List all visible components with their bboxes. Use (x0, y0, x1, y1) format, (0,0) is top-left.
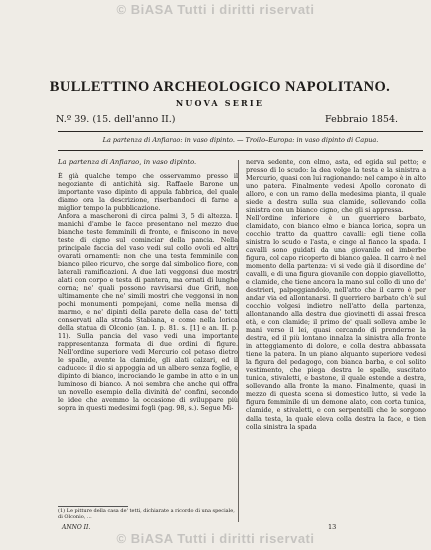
article-heading: La partenza di Anfiarao, in vaso dipinto. (58, 158, 197, 166)
issue-date: Febbraio 1854. (325, 114, 399, 125)
left-paragraph-2: Anfora a mascheroni di circa palmi 3, 5 di altezza. I manichi d'ambe le facce presentano nel mezzo due bianche teste femminili di fronte, e finiscono in neve teste di cigno sul cominciar della pancia. Nella principale faccia del vaso vedi sul collo ovoli ed altri ovarati ornamenti: non che una testa femminile con bianco pileo ricurvo, che sorge dal simbolico fiore, con laterali ramificazioni. A due lati veggonsi due mostri alati con corpo e testa di pantera, ma ornati di lunghe corna; ne' quali possono ravvisarsi due Grifi, non ultimamente che ne' simili mostri che veggonsi in non pochi monumenti pompejani, come nella mensa di marmo, e ne' dipinti della parete della casa de' tetti conservati alla strada Stabiana, e come nella lorica della statua di Olconio (an. I. p. 81. s. [1] e an. II. p. 11). Sulla pancia del vaso vedi una importante rappresentanza formata di due ordini di figure. Nell'ordine superiore vedi Mercurio col petaso dietro le spalle, avente la clamide, gli alati calzari, ed il caduceo: il dio si appoggia ad un albero senza foglie, e dipinto di bianco, incrociando le gambe in atto e in un luminoso di bianco. A noi sembra che anche qui offra un novello esempio della divinità de' confini, secondo le idee che avemmo la occasione di sviluppare più sopra in questi medesimi fogli (pag. 98, s.). Segue Mi- (58, 212, 238, 413)
right-paragraph-1: nerva sedente, con elmo, asta, ed egida sul petto; e presso di lo scudo: la dea volge la testa e la sinistra a Mercurio, quasi con lui ragionando: nel campo è in alto uno patera. Finalmente vedesi Apollo coronato di alloro, e con un ramo della medesima pianta, il quale siede a destra sulla sua clamide, sollevando colla sinistra con un bianco cigno, che gli si appressa. (246, 158, 426, 215)
header-rule-top (58, 131, 423, 132)
left-column (58, 158, 238, 412)
column-divider (238, 160, 239, 522)
journal-title: BULLETTINO ARCHEOLOGICO NAPOLITANO. (49, 79, 391, 95)
journal-subtitle: NUOVA SERIE (175, 98, 265, 108)
left-paragraph-1: È già qualche tempo che osservammo presso il negoziante di antichità sig. Raffaele Barone un importante vaso dipinto di appula fabbrica, del quale diamo ora la descrizione, riserbandoci di farne a miglior tempo la pubblicazione. (58, 172, 238, 213)
page-number: 13 (328, 523, 337, 531)
watermark-bottom: © BiASA Tutti i diritti riservati (116, 531, 315, 546)
watermark-top: © BiASA Tutti i diritti riservati (116, 2, 315, 17)
running-footer: ANNO II. (62, 524, 91, 531)
right-column (246, 158, 426, 431)
footnote-rule (58, 506, 128, 507)
footnote: (1) Le pitture della casa de' tetti, dichiarate a ricordo di una speciale, di Olconio, ... (58, 508, 235, 520)
issue-number: N.º 39. (15. dell'anno II.) (56, 114, 176, 125)
header-rule-bottom (58, 150, 423, 151)
right-paragraph-2: Nell'ordine inferiore è un guerriero barbato, clamidato, con bianco elmo e bianca lorica, sopra un cocchio tratto da quattro cavalli: egli tiene colla sinistra lo scudo e l'asta, e cinge al fianco la spada. I cavalli sono guidati da una giovanile ed imberbe figura, col capo ricoperto di bianco galea. Il carro è nel momento della partenza: vi si vede già il disordine de' cavalli, e di una figura giovanile con doppio giavellotto, e clamide, che tiene ancora la mano sul collo di uno de' destrieri, palpeggiandolo, nell'atto che il carro è per andar via ed allontanarsi. Il guerriero barbato ch'è sul cocchio volgesi indietro nell'atto della partenza, allontanando alla destra due giovinetti di assai fresca età, e con clamide; il primo de' quali solleva ambe le mani verso il lei, quasi cercando di prenderne la destra, ed il più lontano innalza la sinistra alla fronte in atteggiamento di dolore, e colla destra abbassata tiene la patera. In un piano alquanto superiore vedesi la figura del pedagogo, con bianca barba, e col solito vestimento, che piega destra le spalle, suscitato tunica, stivaletti, e bastone, il quale estende a destra, sollevando alla fronte la mano. Finalmente, quasi in mezzo di questa scena si domestico lutto, si vede la figura femminile di un demone alato, con corta tunica, clamide, e stivaletti, e con serpentelli che le sorgono dalla testa, la quale eleva colla destra la face, e tien colla sinistra la spada (246, 214, 426, 431)
table-of-contents: La partenza di Anfiarao: in vaso dipinto. — Troilo–Europa: in vaso dipinto di Capua. (102, 136, 379, 144)
